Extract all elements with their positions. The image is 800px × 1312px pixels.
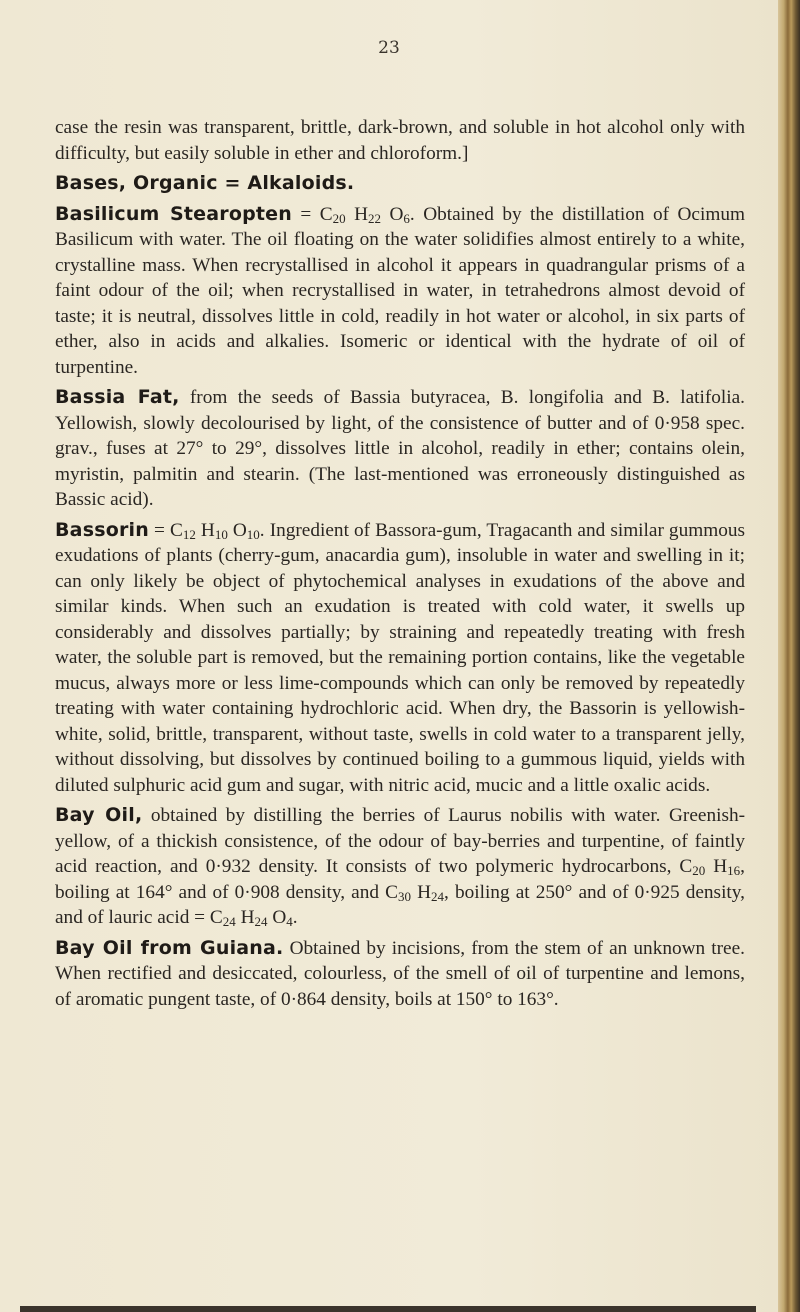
entry-bassia-fat	[55, 385, 745, 513]
entry-body: from the seeds of Bassia butyracea, B. longifolia and B. latifolia. Yellowish, slowly decolourised by light, of the consistence of butter and of 0·958 spec. grav., fuses at 27° to 29°, dissolves little in alcohol, readily in ether; contains olein, myristin, palmitin and stearin. (The last-mentioned was erroneously distinguished as Bassic acid).	[55, 387, 745, 510]
section-heading	[55, 171, 745, 197]
entry-heading: Bassia Fat,	[55, 386, 180, 408]
entry-heading: Bay Oil,	[55, 804, 143, 826]
continuation-paragraph: case the resin was transparent, brittle, dark-brown, and soluble in hot alcohol only with difficulty, but easily soluble in ether and chloroform.]	[55, 117, 745, 164]
entry-body: Obtained by the distillation of Ocimum Basilicum with water. The oil floating on the water solidifies almost entirely to a white, crystalline mass. When recrystallised in alcohol it appears in quadrangular prisms of a faint odour of the oil; when recrystallised in water, in tetrahedrons almost devoid of taste; it is neutral, dissolves little in cold, readily in hot water or alcohol, in six parts of ether, also in acids and alkalies. Isomeric or identical with the hydrate of oil of turpentine.	[55, 203, 745, 378]
section-heading-text: Bases, Organic = Alkaloids.	[55, 172, 355, 194]
bottom-border	[20, 1306, 756, 1312]
entry-bay-oil	[55, 803, 745, 931]
entry-body: Ingredient of Bassora-gum, Tragacanth and similar gummous exudations of plants (cherry-gum, anacardia gum), insoluble in water and swelling in it; can only likely be object of phytochemical analyses in exudations of the above and similar kinds. When such an exudation is treated with cold water, it swells up considerably and dissolves partially; by straining and repeatedly treating with fresh water, the soluble part is removed, but the remaining portion contains, like the vegetable mucus, always more or less lime-compounds which can only be removed by repeatedly treating with water containing hydrochloric acid. When dry, the Bassorin is yellowish-white, solid, brittle, transparent, without taste, swells in cold water to a transparent jelly, without dissolving, but dissolves by continued boiling to a gummous liquid, yields with diluted sulphuric acid gum and sugar, with nitric acid, mucic and a little oxalic acids.	[55, 519, 745, 796]
entry-bassorin	[55, 518, 745, 799]
entry-heading: Basilicum Stearopten	[55, 202, 292, 225]
page-number: 23	[378, 38, 400, 58]
entry-body: Obtained by incisions, from the stem of an unknown tree. When rectified and desiccated, colourless, of the smell of oil of turpentine and lemons, of aromatic pungent taste, of 0·864 density, boils at 150° to 163°.	[55, 937, 745, 1010]
entry-basilicum	[55, 202, 745, 381]
entry-formula: = $C_{20}$ $H_{22}$ $O_6$.	[291, 203, 415, 226]
entry-bay-oil-guiana	[55, 936, 745, 1013]
entry-heading: Bassorin	[55, 518, 149, 541]
entry-body: obtained by distilling the berries of Laurus nobilis with water. Greenish-yellow, of a thickish consistence, of the odour of bay-berries and turpentine, of faintly acid reaction, and 0·932 density. It consists of two polymeric hydrocarbons, $C_{20}$ $H_{16}$, boiling at 164° and of 0·908 density, and $C_{30}$ $H_{24}$, boiling at 250° and of 0·925 density, and of lauric acid = $C_{24}$ $H_{24}$ $O_4$.	[55, 805, 746, 929]
book-binding-edge	[778, 0, 800, 1312]
page-text	[55, 115, 745, 1017]
entry-heading: Bay Oil from Guiana.	[55, 936, 284, 959]
entry-formula: = $C_{12}$ $H_{10}$ $O_{10}$.	[148, 519, 265, 542]
